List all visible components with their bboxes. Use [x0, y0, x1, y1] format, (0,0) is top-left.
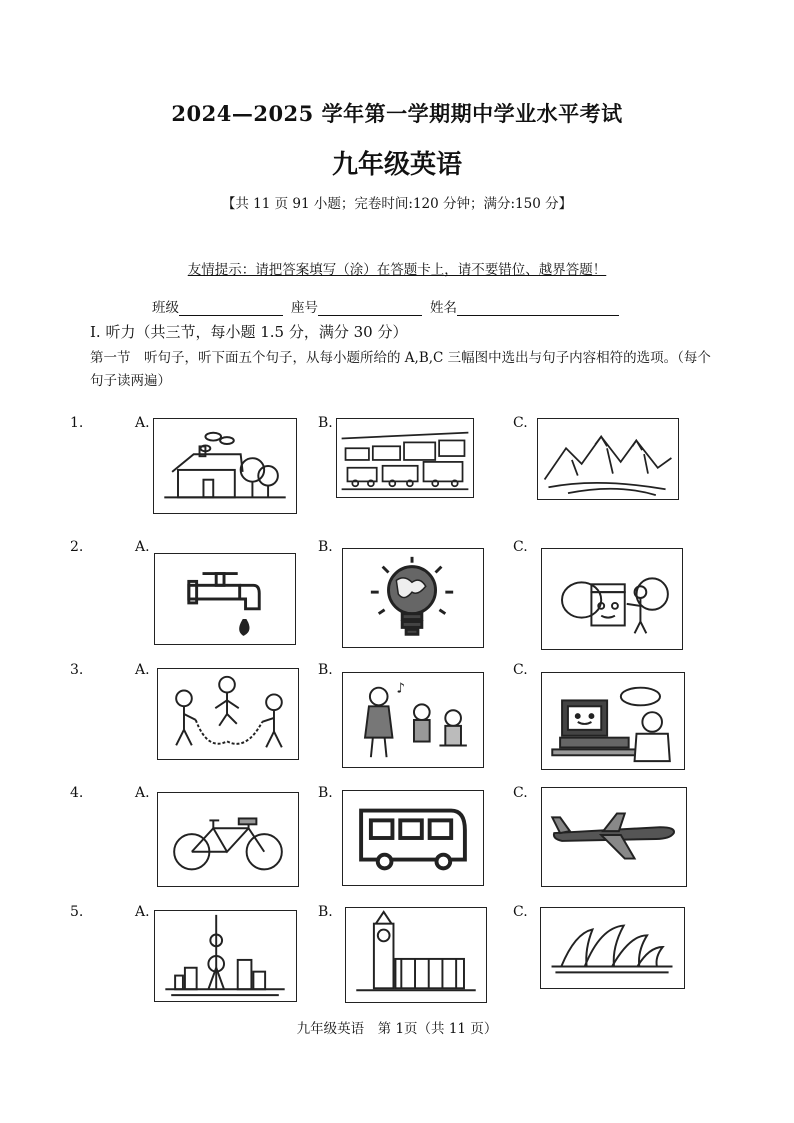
- computer-chat-icon[interactable]: [541, 672, 685, 770]
- option-letter: B.: [318, 415, 333, 431]
- friendly-tip: [0, 258, 794, 278]
- svg-text:♪: ♪: [396, 680, 406, 697]
- class-field: [152, 296, 283, 316]
- question-number: 1.: [70, 415, 84, 431]
- option-letter: C.: [513, 539, 528, 555]
- section-instruction: 第一节 听句子，听下面五个句子，从每小题所给的 A,B,C 三幅图中选出与句子内容相符的选项。（每个句子读两遍）: [90, 350, 711, 389]
- option-letter: B.: [318, 539, 333, 555]
- option-letter: A.: [135, 539, 150, 555]
- option-letter: A.: [135, 662, 150, 678]
- name-blank[interactable]: [457, 301, 619, 316]
- seat-label: 座号: [291, 300, 318, 316]
- earth-bulb-icon[interactable]: [342, 548, 484, 648]
- page-subtitle: 九年级英语: [331, 150, 462, 180]
- bicycle-icon[interactable]: [157, 792, 299, 887]
- house-icon[interactable]: [153, 418, 297, 514]
- option-letter: A.: [135, 415, 150, 431]
- option-letter: B.: [318, 785, 333, 801]
- children-jumping-rope-icon[interactable]: [157, 668, 299, 760]
- airplane-icon[interactable]: [541, 787, 687, 887]
- student-info-fields: [152, 296, 627, 316]
- exam-info: 【共 11 页 91 小题；完卷时间:120 分钟；满分:150 分】: [221, 196, 573, 212]
- option-letter: C.: [513, 662, 528, 678]
- question-number: 4.: [70, 785, 84, 801]
- water-tap-icon[interactable]: [154, 553, 296, 645]
- option-letter: B.: [318, 904, 333, 920]
- seat-field: [291, 296, 422, 316]
- option-letter: C.: [513, 785, 528, 801]
- section-heading: I. 听力（共三节，每小题 1.5 分，满分 30 分）: [90, 323, 408, 341]
- teacher-singing-icon[interactable]: [342, 672, 484, 768]
- option-letter: C.: [513, 415, 528, 431]
- recycling-bin-icon[interactable]: [541, 548, 683, 650]
- name-label: 姓名: [430, 300, 457, 316]
- bus-icon[interactable]: [342, 790, 484, 886]
- name-field: [430, 296, 619, 316]
- seat-blank[interactable]: [318, 301, 422, 316]
- option-letter: A.: [135, 785, 150, 801]
- question-number: 2.: [70, 539, 84, 555]
- question-number: 5.: [70, 904, 84, 920]
- question-number: 3.: [70, 662, 84, 678]
- class-blank[interactable]: [179, 301, 283, 316]
- tv-tower-icon[interactable]: [154, 910, 297, 1002]
- big-ben-icon[interactable]: [345, 907, 487, 1003]
- page-footer: 九年级英语 第 1页（共 11 页）: [296, 1021, 498, 1037]
- page-title: 2024—2025 学年第一学期期中学业水平考试: [171, 101, 623, 126]
- option-letter: B.: [318, 662, 333, 678]
- option-letter: C.: [513, 904, 528, 920]
- traffic-jam-icon[interactable]: [336, 418, 474, 498]
- opera-house-icon[interactable]: [540, 907, 685, 989]
- option-letter: A.: [135, 904, 150, 920]
- friendly-tip-text: 友情提示：请把答案填写（涂）在答题卡上，请不要错位、越界答题！: [187, 262, 607, 278]
- class-label: 班级: [152, 300, 179, 316]
- mountains-icon[interactable]: [537, 418, 679, 500]
